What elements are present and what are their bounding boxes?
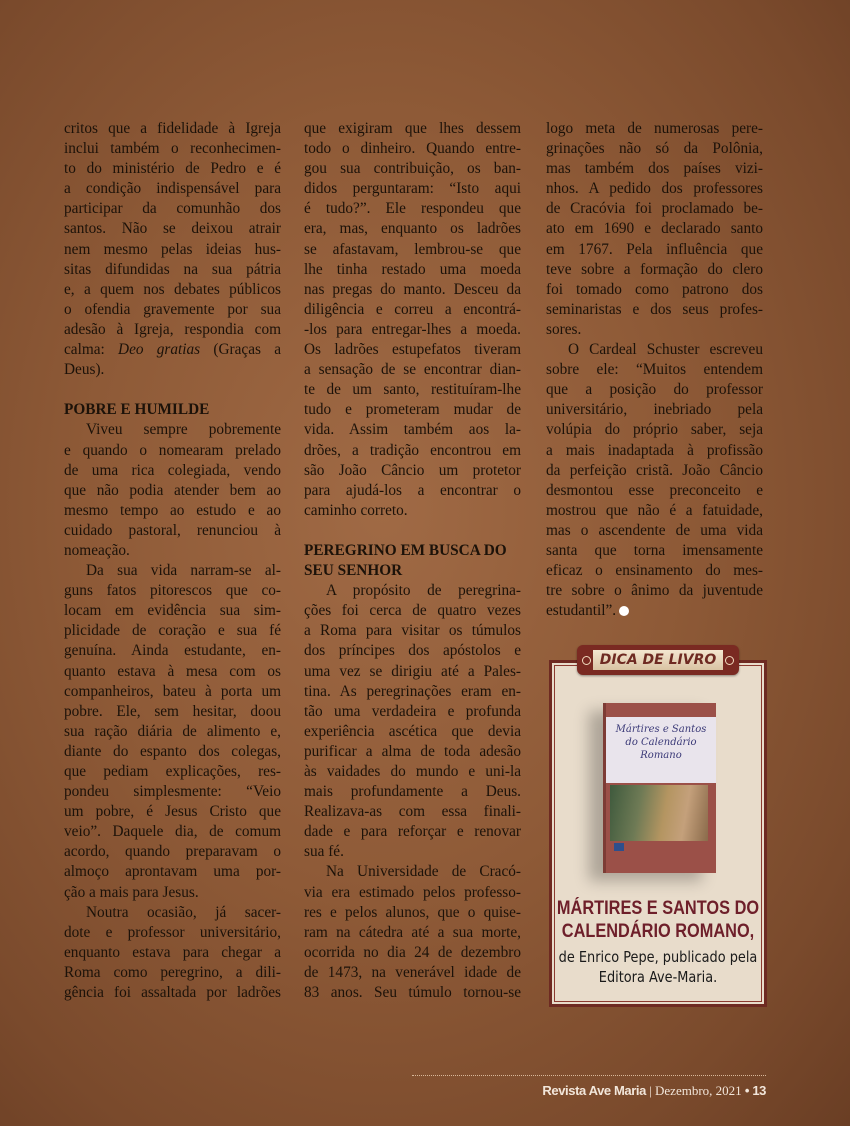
line-text: experiência ascética que devia: [304, 722, 521, 740]
line-text: uma vez se dirigiu até a Pales-: [304, 662, 521, 680]
issue-date: | Dezembro, 2021: [649, 1083, 742, 1098]
section-heading: [304, 541, 521, 561]
text-line: [64, 461, 281, 481]
text-line: [546, 541, 763, 561]
line-text: da perfeição cristã. João Câncio: [546, 461, 763, 479]
line-text: gou sua contribuição, os ban-: [304, 160, 521, 178]
text-line: [64, 722, 281, 742]
text-line: [64, 240, 281, 260]
line-text: plicidade de coração e sua fé: [64, 622, 281, 640]
text-line: [304, 682, 521, 702]
line-text: diligência e correu a encontrá-: [304, 300, 521, 318]
line-text: drões, a tradição encontrou em: [304, 441, 521, 459]
line-text: teve sobre a formação do clero: [546, 260, 763, 278]
book-title: MÁRTIRES E SANTOS DO CALENDÁRIO ROMANO,: [556, 898, 760, 942]
text-line: [304, 601, 521, 621]
line-text: nem mesmo pelas ideias hus-: [64, 240, 281, 258]
line-text: é tudo?”. Ele respondeu que: [304, 200, 521, 218]
line-text: tudo e prometeram mudar de: [304, 401, 521, 419]
line-text: e, a quem nos debates públicos: [64, 280, 281, 298]
line-text: sua ração diária de alimento e,: [64, 722, 281, 740]
text-line: [304, 641, 521, 661]
line-text: dote e professor universitário,: [64, 923, 281, 941]
text-line: [304, 501, 521, 521]
line-text: companheiros, bateu à porta um: [64, 682, 281, 700]
text-line: [304, 621, 521, 641]
line-text: nomeação.: [64, 541, 130, 559]
line-text: de 1473, na venerável idade de: [304, 963, 521, 981]
line-text: participar da comunhão dos: [64, 200, 281, 218]
text-fragment: calma:: [64, 341, 119, 359]
text-line: [546, 521, 763, 541]
line-text: seminaristas e dos seus profes-: [546, 300, 763, 318]
text-line: [304, 702, 521, 722]
line-text: via era estimado pelos professo-: [304, 883, 521, 901]
line-text: nas pregas do manto. Desceu da: [304, 280, 521, 298]
text-line: [304, 481, 521, 501]
line-text: veio”. Daquele dia, de comum: [64, 823, 281, 841]
line-text: sores.: [546, 320, 582, 338]
text-line: [64, 380, 281, 400]
text-line: [546, 159, 763, 179]
line-text: mas o ascendente de uma vida: [546, 521, 763, 539]
text-line: [546, 179, 763, 199]
line-text: adesão à Igreja, respondia com: [64, 320, 281, 338]
italic-phrase: Deo gratias: [118, 341, 201, 359]
ornament-dot-icon: [582, 656, 591, 665]
text-line: [546, 380, 763, 400]
line-text: almoço aprontavam uma por-: [64, 863, 281, 881]
text-line: [64, 320, 281, 340]
line-text: grinações não só da Polônia,: [546, 140, 763, 158]
text-line: [64, 260, 281, 280]
page-number: 13: [752, 1083, 766, 1098]
text-line: [64, 662, 281, 682]
text-line: [64, 883, 281, 903]
line-text: às vaidades do mundo e uni-la: [304, 763, 521, 780]
text-line: [64, 822, 281, 842]
book-cover-title: Mártires e Santos do Calendário Romano: [606, 717, 716, 783]
text-line: [546, 400, 763, 420]
article-column-3: [546, 119, 763, 621]
line-text: são João Câncio um protetor: [304, 461, 521, 479]
text-line: [64, 280, 281, 300]
line-text: que pediam explicações, res-: [64, 763, 281, 780]
text-line: [546, 360, 763, 380]
line-text: dos príncipes dos apóstolos e: [304, 642, 521, 660]
text-line: [64, 862, 281, 882]
line-text: se afastavam, lembrou-se que: [304, 240, 521, 258]
book-tip-label: DICA DE LIVRO: [593, 650, 723, 670]
text-line: [64, 561, 281, 581]
line-text: -los para entregar-lhes a moeda.: [304, 320, 521, 338]
text-line: [64, 923, 281, 943]
line-text: em 1767. Pela influência que: [546, 240, 763, 258]
line-text: sobre ele: “Muitos entendem: [546, 361, 763, 379]
text-line: [546, 219, 763, 239]
publisher-logo-icon: [614, 843, 624, 851]
text-line: [64, 702, 281, 722]
line-text: Deus).: [64, 361, 105, 379]
text-line: [304, 722, 521, 742]
line-text: a condição indispensável para: [64, 180, 281, 198]
line-text: era, mas, enquanto os ladrões: [304, 220, 521, 238]
text-line: [304, 862, 521, 882]
text-fragment: (Graças a: [200, 341, 282, 359]
ornament-dot-icon: [725, 656, 734, 665]
line-text: a Roma para visitar os túmulos: [304, 622, 521, 640]
line-text: santa que torna imensamente: [546, 541, 763, 559]
text-line: [304, 159, 521, 179]
text-line: [304, 340, 521, 360]
line-text: A propósito de peregrina-: [326, 582, 521, 600]
text-line: [304, 662, 521, 682]
line-text: ram na cátedra até a sua morte,: [304, 923, 521, 941]
article-column-2: [304, 119, 521, 1003]
text-line: [64, 119, 281, 139]
text-line: [304, 360, 521, 380]
text-line: [546, 260, 763, 280]
text-line: [64, 159, 281, 179]
line-text: SEU SENHOR: [304, 562, 403, 580]
text-line: [304, 380, 521, 400]
text-line: [64, 842, 281, 862]
line-text: logo meta de numerosas pere-: [546, 120, 763, 137]
line-text: res e pelos alunos, que o quise-: [304, 903, 521, 921]
text-line: [546, 340, 763, 360]
line-text: tina. As peregrinações eram en-: [304, 682, 521, 700]
book-tip-banner: [577, 645, 739, 675]
text-line: [64, 179, 281, 199]
line-text: vida. Assim também aos la-: [304, 421, 521, 439]
text-line: [546, 320, 763, 340]
line-text: enquanto estava para chegar a: [64, 943, 281, 961]
text-line: [304, 139, 521, 159]
line-text: purificar a alma de toda adesão: [304, 742, 521, 760]
line-text: de Cracóvia foi proclamado be-: [546, 200, 763, 218]
line-text: gência foi assaltada por ladrões: [64, 984, 281, 1002]
text-line: [64, 601, 281, 621]
line-text: Realizava-as com essa finali-: [304, 803, 521, 821]
text-line: [304, 521, 521, 541]
text-line: [64, 762, 281, 782]
text-line: [304, 240, 521, 260]
line-text: genuína. Ainda estudante, en-: [64, 642, 281, 660]
text-line: [546, 601, 763, 621]
text-line: [64, 903, 281, 923]
text-line: [304, 983, 521, 1003]
line-text: PEREGRINO EM BUSCA DO: [304, 541, 507, 559]
text-line: [64, 420, 281, 440]
line-text: POBRE E HUMILDE: [64, 401, 210, 419]
line-text: a mais inadaptada à profissão: [546, 441, 763, 459]
text-line: [546, 240, 763, 260]
line-text: locam em evidência sua sim-: [64, 602, 281, 620]
text-line: [304, 260, 521, 280]
text-line: [304, 400, 521, 420]
page-footer: [542, 1083, 766, 1099]
book-cover-image: [603, 703, 716, 873]
line-text: Noutra ocasião, já sacer-: [86, 903, 281, 921]
section-heading: [64, 400, 281, 420]
text-line: [546, 139, 763, 159]
text-line: [304, 943, 521, 963]
line-text: didos perguntaram: “Isto aqui: [304, 180, 521, 198]
text-line: [546, 501, 763, 521]
text-line: [304, 742, 521, 762]
text-line: [546, 481, 763, 501]
text-line: [304, 199, 521, 219]
line-text: e quando o nomearam prelado: [64, 441, 281, 459]
text-line: [304, 822, 521, 842]
text-line: [64, 340, 281, 360]
line-text: critos que a fidelidade à Igreja: [64, 120, 281, 137]
line-text: para ajudá-los a encontrar o: [304, 481, 521, 499]
text-line: [64, 943, 281, 963]
line-text: quanto estava à mesa com os: [64, 662, 281, 680]
text-line: [304, 842, 521, 862]
text-line: [304, 461, 521, 481]
text-line: [304, 581, 521, 601]
line-text: te de um santo, restituíram-lhe: [304, 381, 521, 399]
line-text: universitário, inebriado pela: [546, 401, 763, 419]
text-line: [546, 581, 763, 601]
text-line: [64, 782, 281, 802]
line-text: todo o dinheiro. Quando entre-: [304, 140, 521, 158]
line-text: pobre. Ele, sem hesitar, doou: [64, 702, 281, 720]
line-text: sua fé.: [304, 843, 344, 861]
text-line: [304, 762, 521, 782]
text-line: [64, 581, 281, 601]
article-column-1: [64, 119, 281, 1003]
line-text: ato em 1690 e declarado santo: [546, 220, 763, 238]
line-text: santos. Não se deixou atrair: [64, 220, 281, 238]
line-text: caminho correto.: [304, 501, 408, 519]
text-line: [64, 983, 281, 1003]
magazine-name: Revista Ave Maria: [542, 1083, 646, 1098]
line-text: mas também dos países vizi-: [546, 160, 763, 178]
text-line: [546, 199, 763, 219]
line-text: guns fatos pitorescos que co-: [64, 582, 281, 600]
line-text: mostrou que não é a fatuidade,: [546, 501, 763, 519]
line-text: ocorrida no dia 24 de dezembro: [304, 943, 521, 961]
text-line: [64, 742, 281, 762]
line-text: que a posição do professor: [546, 381, 763, 399]
text-line: [304, 320, 521, 340]
line-text: o ofendia gravemente por sua: [64, 300, 281, 318]
line-text: que não podia atender bem ao: [64, 481, 281, 499]
line-text: 83 anos. Seu túmulo tornou-se: [304, 984, 521, 1002]
text-line: [304, 903, 521, 923]
text-line: [304, 420, 521, 440]
text-line: [304, 441, 521, 461]
line-text: lhe tinha restado uma moeda: [304, 260, 521, 278]
line-text: um pobre, é Jesus Cristo que: [64, 803, 281, 821]
text-line: [64, 441, 281, 461]
text-line: [64, 521, 281, 541]
line-text: mais profundamente a Deus.: [304, 783, 521, 801]
text-line: [64, 802, 281, 822]
text-line: [64, 621, 281, 641]
text-line: [304, 280, 521, 300]
text-line: [64, 481, 281, 501]
text-line: [546, 280, 763, 300]
line-text: de uma rica colegiada, vendo: [64, 461, 281, 479]
line-text: mesmo tempo ao estudo e ao: [64, 501, 281, 519]
line-text: cuidado pastoral, renunciou à: [64, 521, 281, 539]
footer-divider: [412, 1075, 766, 1076]
section-heading: [304, 561, 521, 581]
line-text: eficaz o ensinamento do mes-: [546, 562, 763, 580]
text-line: [64, 963, 281, 983]
book-cover-artwork: [610, 785, 708, 841]
line-text: ção a mais para Jesus.: [64, 883, 199, 901]
line-text: que exigiram que lhes dessem: [304, 120, 521, 137]
line-text: Os ladrões estupefatos tiveram: [304, 341, 521, 359]
line-text: Da sua vida narram-se al-: [86, 562, 281, 580]
footer-separator: •: [744, 1083, 750, 1098]
text-line: [304, 963, 521, 983]
text-line: [64, 541, 281, 561]
text-line: [546, 420, 763, 440]
text-line: [64, 501, 281, 521]
text-line: [304, 883, 521, 903]
line-text: Na Universidade de Cracó-: [326, 863, 521, 881]
line-text: diante do espanto dos colegas,: [64, 742, 281, 760]
line-text: nhos. A pedido dos professores: [546, 180, 763, 198]
text-line: [64, 219, 281, 239]
line-text: tão uma verdadeira e profunda: [304, 702, 521, 720]
text-line: [64, 199, 281, 219]
line-text: a sensação de se encontrar dian-: [304, 361, 521, 379]
text-line: [64, 139, 281, 159]
line-text: foi tomado como patrono dos: [546, 280, 763, 298]
end-of-article-icon: [619, 606, 629, 616]
text-line: [304, 782, 521, 802]
line-text: to do ministério de Pedro e é: [64, 160, 281, 178]
line-text: Roma como peregrino, a dili-: [64, 963, 281, 981]
text-line: [546, 300, 763, 320]
line-text: O Cardeal Schuster escreveu: [568, 341, 763, 359]
text-line: [64, 360, 281, 380]
line-text: dade e para reforçar e renovar: [304, 823, 521, 841]
text-line: [546, 119, 763, 139]
line-text: sitas difundidas na sua pátria: [64, 260, 281, 278]
text-line: [304, 802, 521, 822]
line-text: volúpia do próprio saber, seja: [546, 421, 763, 439]
line-text: desmontou esse preconceito e: [546, 481, 763, 499]
line-text: acordo, quando preparavam o: [64, 843, 281, 861]
line-text: estudantil”.: [546, 602, 617, 620]
text-line: [304, 179, 521, 199]
line-text: Viveu sempre pobremente: [86, 421, 281, 439]
text-line: [304, 300, 521, 320]
text-line: [304, 923, 521, 943]
text-line: [546, 441, 763, 461]
book-credit: de Enrico Pepe, publicado pela Editora Ave-Maria.: [558, 948, 758, 986]
line-text: pondeu simplesmente: “Veio: [64, 783, 281, 801]
text-line: [304, 119, 521, 139]
text-line: [64, 682, 281, 702]
text-line: [546, 461, 763, 481]
text-line: [64, 641, 281, 661]
line-text: inclui também o reconhecimen-: [64, 140, 281, 158]
text-line: [304, 219, 521, 239]
line-text: tre sobre o ânimo da juventude: [546, 582, 763, 600]
text-line: [64, 300, 281, 320]
line-text: ções foi cerca de quatro vezes: [304, 602, 521, 620]
text-line: [546, 561, 763, 581]
